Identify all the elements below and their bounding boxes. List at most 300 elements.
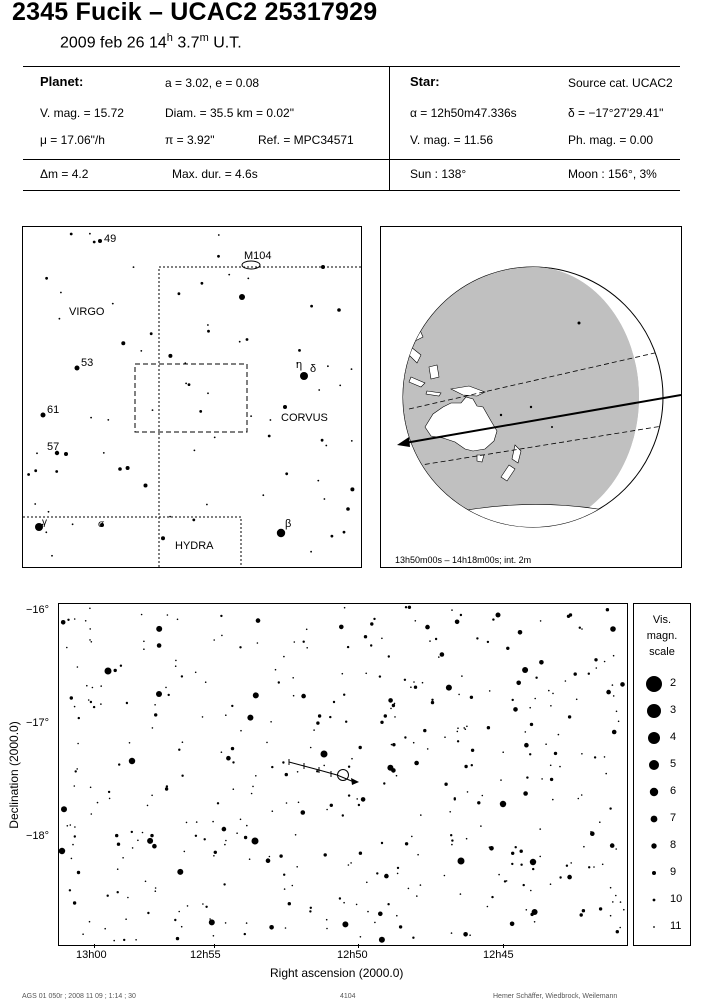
- chart-star: [397, 873, 399, 875]
- chart-star: [205, 681, 207, 683]
- chart-star: [487, 641, 489, 643]
- chart-star: [360, 936, 362, 938]
- chart-star: [174, 919, 176, 921]
- finder-star: [298, 349, 301, 352]
- star-eta-label: η: [296, 359, 303, 371]
- chart-star: [109, 798, 111, 800]
- chart-star: [275, 669, 277, 671]
- chart-star: [310, 747, 312, 749]
- globe-svg: [381, 227, 681, 567]
- chart-star: [71, 858, 73, 860]
- chart-star: [545, 743, 547, 745]
- chart-star: [364, 635, 367, 638]
- chart-star: [107, 895, 109, 897]
- finder-star: [45, 277, 48, 280]
- chart-star: [440, 652, 445, 657]
- chart-star: [89, 921, 91, 923]
- chart-star: [620, 901, 622, 903]
- chart-star: [117, 891, 119, 893]
- chart-star: [303, 641, 305, 643]
- finder-star-bright: [277, 529, 285, 537]
- finder-star: [310, 551, 312, 553]
- chart-star: [318, 714, 321, 717]
- chart-star: [554, 752, 557, 755]
- chart-star: [86, 685, 88, 687]
- chart-star-bright: [105, 668, 112, 675]
- chart-star: [451, 844, 453, 846]
- chart-star: [435, 638, 437, 640]
- planet-reference: Ref. = MPC34571: [258, 133, 354, 147]
- scale-label: 11: [670, 920, 682, 932]
- chart-star: [288, 902, 291, 905]
- chart-star: [348, 864, 350, 866]
- chart-star: [463, 727, 465, 729]
- chart-star: [88, 699, 90, 701]
- chart-star: [396, 915, 398, 917]
- chart-star: [176, 937, 179, 940]
- finder-star: [121, 341, 125, 345]
- x-tick: 12h45: [483, 949, 514, 961]
- finder-star: [228, 274, 230, 276]
- planet-motion: μ = 17.06"/h: [40, 133, 105, 147]
- chart-star-bright: [59, 848, 65, 854]
- chart-star: [166, 785, 168, 787]
- planet-orbit-elements: a = 3.02, e = 0.08: [165, 76, 260, 90]
- finder-star: [45, 531, 47, 533]
- scale-dot-3: [647, 704, 661, 718]
- chart-star: [240, 819, 242, 821]
- chart-star: [167, 614, 169, 616]
- chart-star: [413, 742, 415, 744]
- chart-star: [526, 909, 528, 911]
- chart-star: [370, 622, 373, 625]
- chart-star: [463, 932, 468, 937]
- star-heading: Star:: [410, 74, 440, 89]
- finder-star: [168, 354, 172, 358]
- chart-star: [90, 701, 92, 703]
- finder-star: [310, 305, 313, 308]
- chart-star: [129, 742, 131, 744]
- finder-star: [351, 440, 353, 442]
- chart-star: [142, 832, 144, 834]
- chart-star: [279, 854, 282, 857]
- chart-star: [182, 741, 184, 743]
- chart-star: [108, 791, 110, 793]
- finder-star-bright: [75, 366, 80, 371]
- finder-star: [178, 292, 181, 295]
- chart-star: [196, 821, 198, 823]
- chart-star: [342, 921, 348, 927]
- chart-star: [117, 843, 120, 846]
- chart-star-bright: [252, 838, 259, 845]
- chart-star: [506, 647, 509, 650]
- chart-star: [504, 880, 506, 882]
- chart-star: [282, 761, 284, 763]
- chart-star: [292, 677, 294, 679]
- finder-star: [140, 350, 142, 352]
- chart-star: [147, 805, 149, 807]
- chart-star: [384, 714, 387, 717]
- finder-star: [72, 523, 74, 525]
- chart-star: [522, 667, 528, 673]
- island: [530, 406, 532, 408]
- star-beta-label: β: [285, 518, 292, 530]
- chart-star: [408, 606, 411, 609]
- chart-star: [370, 644, 372, 646]
- chart-star: [444, 875, 446, 877]
- chart-star: [539, 660, 544, 665]
- scale-dot-9: [652, 871, 656, 875]
- chart-star: [348, 794, 350, 796]
- chart-star: [205, 906, 207, 908]
- scale-dot-6: [650, 788, 658, 796]
- finder-star: [93, 241, 96, 244]
- chart-star: [247, 715, 253, 721]
- chart-star: [523, 884, 525, 886]
- chart-star: [152, 844, 157, 849]
- chart-star: [226, 756, 231, 761]
- finder-star: [239, 341, 241, 343]
- scale-label: 8: [670, 839, 677, 851]
- chart-star: [141, 614, 143, 616]
- scale-dot-11: [653, 926, 655, 928]
- chart-star: [480, 825, 482, 827]
- chart-star: [471, 749, 474, 752]
- chart-star: [365, 673, 367, 675]
- chart-star: [520, 850, 523, 853]
- chart-star: [457, 740, 459, 742]
- finder-star: [214, 437, 216, 439]
- chart-star: [77, 743, 79, 745]
- chart-star: [567, 875, 572, 880]
- chart-star: [613, 695, 615, 697]
- x-axis-label: Right ascension (2000.0): [270, 966, 404, 980]
- chart-star: [530, 890, 532, 892]
- chart-star-bright: [321, 751, 328, 758]
- x-tick-mark: [503, 944, 504, 948]
- chart-star: [397, 867, 399, 869]
- finder-star: [199, 410, 202, 413]
- finder-star: [339, 385, 341, 387]
- finder-star-bright: [346, 507, 350, 511]
- chart-star: [384, 874, 389, 879]
- chart-star: [612, 901, 614, 903]
- chart-star: [580, 913, 583, 916]
- chart-star: [345, 721, 347, 723]
- finder-star-bright: [239, 294, 245, 300]
- chart-star: [285, 773, 288, 776]
- chart-star: [240, 730, 242, 732]
- star-delta-label: δ: [310, 363, 317, 375]
- star-chart-svg: [59, 604, 627, 945]
- chart-star: [178, 911, 180, 913]
- chart-star: [574, 672, 577, 675]
- chart-star: [526, 776, 528, 778]
- chart-star: [451, 932, 453, 934]
- island: [578, 322, 581, 325]
- chart-star: [78, 717, 80, 719]
- finder-star: [217, 255, 220, 258]
- finder-star: [327, 365, 329, 367]
- chart-star: [605, 773, 607, 775]
- chart-star: [399, 925, 402, 928]
- chart-star: [284, 888, 286, 890]
- chart-star: [113, 940, 115, 942]
- chart-star: [123, 939, 125, 941]
- chart-star: [165, 787, 168, 790]
- chart-star: [559, 766, 561, 768]
- chart-star: [576, 699, 578, 701]
- finder-star: [34, 503, 36, 505]
- chart-star: [249, 858, 251, 860]
- chart-star: [213, 639, 215, 641]
- planet-diameter: Diam. = 35.5 km = 0.02": [165, 106, 294, 120]
- chart-star: [256, 618, 261, 623]
- chart-star: [450, 834, 452, 836]
- chart-star: [351, 758, 353, 760]
- chart-star: [394, 716, 396, 718]
- chart-star: [77, 871, 80, 874]
- chart-star: [420, 814, 422, 816]
- chart-star: [579, 627, 581, 629]
- star-declination: δ = −17°27'29.41": [568, 106, 664, 120]
- finder-star: [34, 469, 37, 472]
- finder-star: [70, 233, 73, 236]
- chart-star: [610, 915, 612, 917]
- x-tick-mark: [214, 944, 215, 948]
- chart-star: [414, 686, 417, 689]
- header-divider: [389, 66, 390, 190]
- chart-star: [602, 864, 604, 866]
- chart-star: [615, 895, 617, 897]
- chart-star: [326, 919, 328, 921]
- planet-parallax: π = 3.92": [165, 133, 215, 147]
- chart-star: [74, 706, 76, 708]
- magnitude-drop: Δm = 4.2: [40, 167, 89, 181]
- chart-star: [266, 858, 271, 863]
- chart-star: [152, 727, 154, 729]
- finder-star: [60, 292, 62, 294]
- chart-star: [471, 764, 473, 766]
- chart-star: [147, 912, 149, 914]
- star-49-label: 49: [104, 233, 117, 245]
- chart-star-bright: [496, 613, 501, 618]
- chart-star: [482, 795, 484, 797]
- chart-star: [461, 675, 463, 677]
- chart-star: [339, 897, 341, 899]
- chart-star: [143, 641, 145, 643]
- chart-star: [606, 690, 611, 695]
- scale-dot-5: [649, 760, 659, 770]
- finder-star: [343, 531, 346, 534]
- chart-star: [594, 658, 597, 661]
- chart-star: [550, 765, 552, 767]
- star-gamma-label: γ: [42, 517, 47, 528]
- finder-star: [317, 480, 319, 482]
- chart-star: [523, 791, 528, 796]
- chart-star: [293, 695, 295, 697]
- chart-star: [326, 809, 328, 811]
- chart-star: [620, 682, 625, 687]
- scale-dot-10: [653, 899, 656, 902]
- chart-star: [518, 630, 523, 635]
- chart-star: [306, 629, 308, 631]
- chart-star: [195, 835, 197, 837]
- chart-star: [324, 853, 327, 856]
- finder-star: [112, 303, 114, 305]
- chart-star: [202, 716, 204, 718]
- chart-star: [339, 625, 344, 630]
- chart-star: [404, 736, 406, 738]
- chart-star: [154, 713, 157, 716]
- scale-title: magn.: [646, 630, 678, 642]
- chart-star: [224, 844, 226, 846]
- finder-star-bright: [41, 413, 46, 418]
- chart-star: [168, 694, 170, 696]
- chart-star: [568, 715, 571, 718]
- finder-star: [185, 383, 187, 385]
- finder-stars: [27, 233, 354, 557]
- chart-star: [209, 918, 211, 920]
- chart-star: [330, 804, 333, 807]
- direction-arrow: [397, 437, 410, 447]
- chart-star: [491, 896, 493, 898]
- chart-star: [582, 909, 585, 912]
- chart-star: [343, 902, 345, 904]
- chart-star: [594, 756, 596, 758]
- chart-star: [414, 761, 419, 766]
- finder-star: [201, 282, 204, 285]
- chart-star: [127, 897, 129, 899]
- chart-star: [431, 701, 434, 704]
- chart-star: [244, 836, 247, 839]
- chart-star: [272, 810, 274, 812]
- chart-star: [618, 721, 620, 723]
- chart-star: [82, 933, 84, 935]
- chart-star: [126, 702, 128, 704]
- chart-star: [596, 667, 598, 669]
- chart-star: [359, 852, 362, 855]
- track-arrow: [351, 778, 359, 785]
- finder-star: [133, 266, 135, 268]
- chart-star: [222, 827, 227, 832]
- chart-star: [383, 782, 385, 784]
- chart-star-bright: [458, 858, 465, 865]
- island: [551, 426, 553, 428]
- x-tick: 12h55: [190, 949, 221, 961]
- chart-star: [89, 639, 91, 641]
- chart-star: [91, 813, 93, 815]
- chart-star: [347, 646, 349, 648]
- finder-star-bright: [118, 467, 122, 471]
- chart-star: [214, 851, 217, 854]
- chart-star: [466, 726, 468, 728]
- finder-star: [150, 332, 153, 335]
- chart-star: [181, 675, 183, 677]
- moon-info: Moon : 156°, 3%: [568, 167, 657, 181]
- chart-star: [423, 729, 426, 732]
- chart-star: [391, 744, 393, 746]
- x-tick: 12h50: [337, 949, 368, 961]
- chart-star: [225, 714, 227, 716]
- finder-star: [207, 330, 210, 333]
- finder-star: [351, 368, 353, 370]
- chart-star: [294, 641, 296, 643]
- chart-star: [558, 734, 560, 736]
- chart-star: [451, 609, 453, 611]
- chart-star: [511, 863, 513, 865]
- chart-star: [590, 831, 595, 836]
- finder-star: [350, 487, 354, 491]
- chart-star: [156, 626, 162, 632]
- chart-star: [131, 831, 133, 833]
- chart-star: [85, 620, 87, 622]
- chart-star: [356, 798, 358, 800]
- chart-star: [498, 874, 500, 876]
- chart-star: [593, 866, 595, 868]
- finder-star: [89, 233, 91, 235]
- chart-star: [422, 682, 424, 684]
- chart-star: [429, 640, 431, 642]
- y-axis-label: Declination (2000.0): [7, 721, 21, 829]
- chart-star: [225, 840, 227, 842]
- chart-star: [465, 728, 467, 730]
- finder-star: [27, 473, 30, 476]
- chart-star-bright: [500, 801, 506, 807]
- occultation-target-circle: [338, 770, 349, 781]
- chart-star-bright: [610, 626, 616, 632]
- chart-star: [155, 890, 157, 892]
- chart-star: [408, 888, 410, 890]
- finder-star: [247, 278, 249, 280]
- magnitude-scale: [633, 603, 691, 946]
- chart-star: [613, 655, 615, 657]
- chart-star: [195, 672, 197, 674]
- chart-star: [513, 707, 518, 712]
- finder-star: [250, 415, 252, 417]
- header-rule-bottom: [23, 190, 680, 191]
- chart-star: [348, 766, 350, 768]
- chart-star-bright: [129, 758, 135, 764]
- finder-star: [48, 511, 50, 513]
- chart-star: [145, 881, 147, 883]
- chart-star: [444, 783, 447, 786]
- chart-star: [394, 703, 396, 705]
- chart-star: [74, 826, 76, 828]
- chart-star: [532, 868, 534, 870]
- chart-star: [405, 842, 408, 845]
- finder-star: [126, 466, 130, 470]
- scale-dot-7: [651, 816, 658, 823]
- chart-star: [381, 842, 383, 844]
- chart-star: [343, 694, 345, 696]
- chart-star: [253, 692, 259, 698]
- chart-star: [255, 775, 257, 777]
- chart-star: [181, 926, 183, 928]
- chart-star: [117, 868, 119, 870]
- chart-star: [506, 880, 508, 882]
- finder-star: [218, 234, 220, 236]
- chart-star: [93, 706, 95, 708]
- chart-star: [97, 802, 99, 804]
- chart-star: [588, 673, 590, 675]
- finder-star: [59, 318, 61, 320]
- scale-label: 3: [670, 704, 677, 716]
- chart-star: [251, 793, 253, 795]
- chart-star: [460, 614, 462, 616]
- chart-star: [512, 699, 514, 701]
- finder-star: [169, 516, 171, 518]
